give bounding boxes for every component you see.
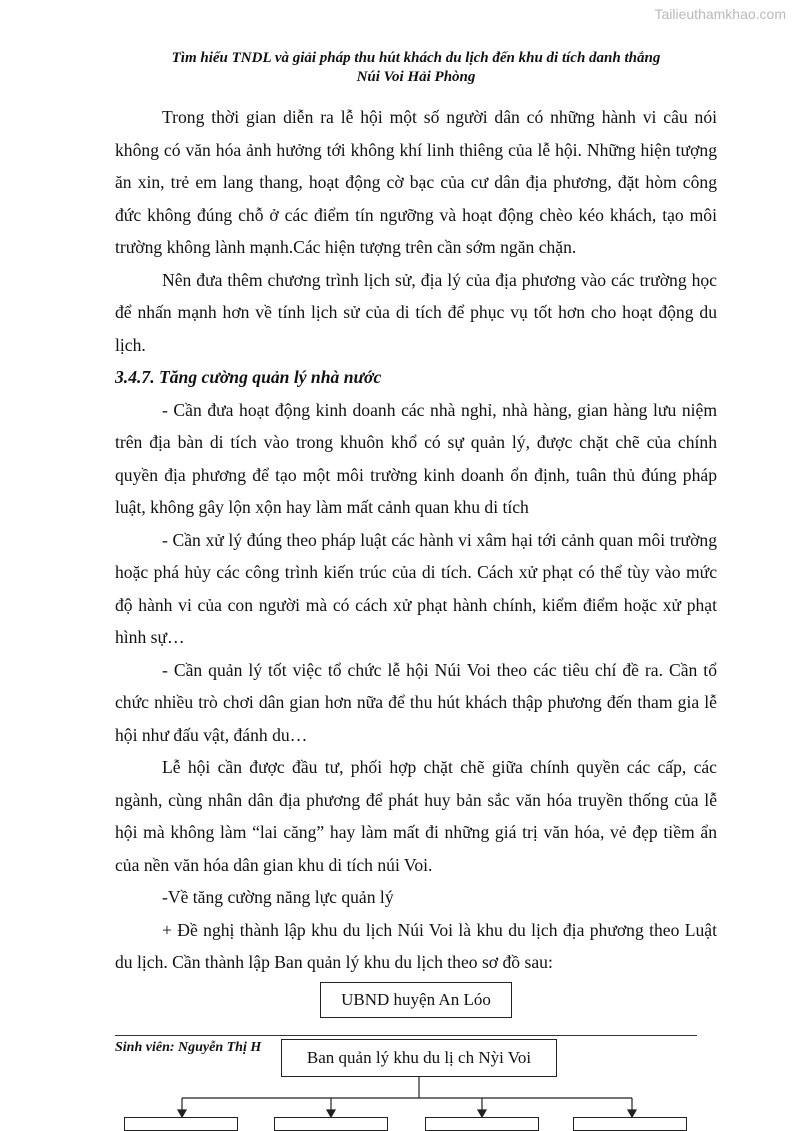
watermark: Tailieuthamkhao.com	[654, 6, 786, 22]
org-box-sub-3	[425, 1117, 539, 1131]
header-line-1: Tìm hiểu TNDL và giải pháp thu hút khách du lịch đến khu di tích danh thắng	[171, 50, 661, 66]
org-box-sub-2	[274, 1117, 388, 1131]
arrow-head-2	[327, 1110, 335, 1117]
paragraph-7: -Về tăng cường năng lực quản lý	[162, 887, 394, 907]
section-heading: 3.4.7. Tăng cường quản lý nhà nước	[115, 367, 382, 387]
arrow-head-4	[628, 1110, 636, 1117]
org-box-ubnd: UBND huyện An Lóo	[320, 982, 512, 1018]
paragraph-4: - Cần xử lý đúng theo pháp luật các hành vi xâm hại tới cảnh quan môi trường hoặc phá hủy các công trình kiến trúc của di tích. Cách xử phạt có thể tùy vào mức độ hành vi của con người mà có cách xử phạt hành chính, kiểm điểm hoặc xử phạt hình sự…	[115, 529, 717, 647]
footer-student: Sinh viên: Nguyễn Thị H	[115, 1040, 262, 1055]
page-header	[115, 49, 717, 87]
paragraph-3: - Cần đưa hoạt động kinh doanh các nhà nghỉ, nhà hàng, gian hàng lưu niệm trên địa bàn di tích vào trong khuôn khổ có sự quản lý, được chặt chẽ của chính quyền địa phương để tạo một môi trường kinh doanh ổn định, tuân thủ đúng pháp luật, không gây lộn xộn hay làm mất cảnh quan khu di tích	[115, 399, 717, 517]
paragraph-5: - Cần quản lý tốt việc tổ chức lễ hội Núi Voi theo các tiêu chí đề ra. Cần tổ chức nhiều trò chơi dân gian hơn nữa để thu hút khách thập phương đến tham gia lễ hội như đấu vật, đánh du…	[115, 659, 717, 745]
paragraph-1: Trong thời gian diễn ra lễ hội một số người dân có những hành vi câu nói không có văn hóa ảnh hưởng tới không khí linh thiêng của lễ hội. Những hiện tượng ăn xin, trẻ em lang thang, hoạt động cờ bạc của cư dân địa phương, đặt hòm công đức không đúng chỗ ở các điểm tín ngưỡng và hoạt động chèo kéo khách, tạo môi trường không lành mạnh.Các hiện tượng trên cần sớm ngăn chặn.	[115, 107, 717, 257]
paragraph-8: + Đề nghị thành lập khu du lịch Núi Voi là khu du lịch địa phương theo Luật du lịch. Cần thành lập Ban quản lý khu du lịch theo sơ đồ sau:	[115, 919, 717, 972]
org-box-sub-1	[124, 1117, 238, 1131]
footer-divider	[115, 1035, 697, 1036]
arrow-head-1	[178, 1110, 186, 1117]
org-box-management-board: Ban quản lý khu du lị ch Nỳi Voi	[281, 1039, 557, 1077]
paragraph-6: Lễ hội cần được đầu tư, phối hợp chặt chẽ giữa chính quyền các cấp, các ngành, cùng nhân dân địa phương để phát huy bản sắc văn hóa truyền thống của lễ hội mà không làm “lai căng” hay làm mất đi những giá trị văn hóa, vẻ đẹp tiềm ẩn của nền văn hóa dân gian khu di tích núi Voi.	[115, 757, 717, 875]
paragraph-2: Nên đưa thêm chương trình lịch sử, địa lý của địa phương vào các trường học để nhấn mạnh hơn về tính lịch sử của di tích để phục vụ tốt hơn cho hoạt động du lịch.	[115, 269, 717, 355]
body-text	[115, 101, 717, 979]
arrow-head-3	[478, 1110, 486, 1117]
header-line-2: Núi Voi Hải Phòng	[356, 69, 476, 85]
org-box-sub-4	[573, 1117, 687, 1131]
